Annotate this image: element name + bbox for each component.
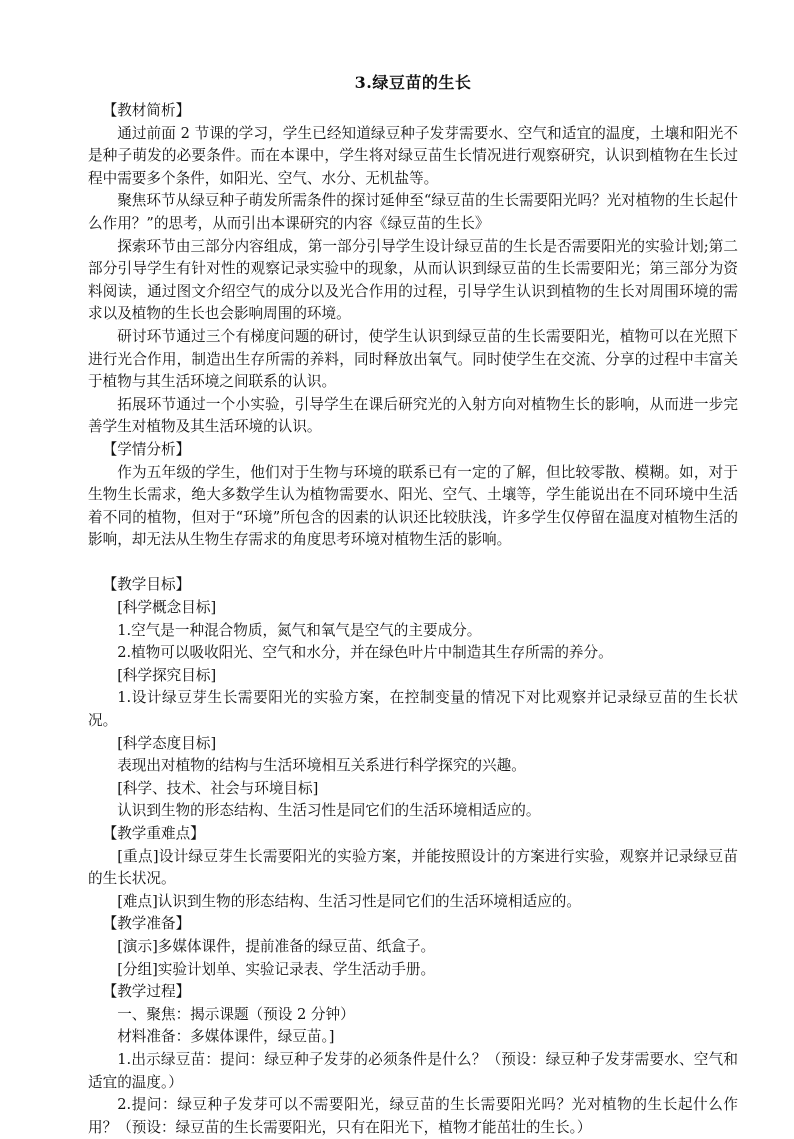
document-title: 3.绿豆苗的生长 bbox=[354, 73, 472, 92]
paragraph: 材料准备：多媒体课件，绿豆苗。] bbox=[117, 1028, 335, 1046]
section-heading-student-analysis: 【学情分析】 bbox=[102, 440, 191, 458]
paragraph: 通过前面 2 节课的学习，学生已经知道绿豆种子发芽需要水、空气和适宜的温度，土壤和阳光不是种子萌发的必要条件。而在本课中，学生将对绿豆苗生长情况进行观察研究，认识到植物在生长过程中需要多个条件，如阳光、空气、水分、无机盐等。 bbox=[88, 124, 738, 187]
section-heading-key-points: 【教学重难点】 bbox=[102, 825, 205, 842]
paragraph: 研讨环节通过三个有梯度问题的研讨，使学生认识到绿豆苗的生长需要阳光，植物可以在光照下进行光合作用，制造出生存所需的养料，同时释放出氧气。同时使学生在交流、分享的过程中丰富关于植物与其生活环境之间联系的认识。 bbox=[88, 327, 738, 391]
paragraph: 1.出示绿豆苗：提问：绿豆种子发芽的必须条件是什么？（预设：绿豆种子发芽需要水、空气和适宜的温度。） bbox=[88, 1050, 738, 1091]
paragraph: 拓展环节通过一个小实验，引导学生在课后研究光的入射方向对植物生长的影响，从而进一步完善学生对植物及其生活环境的认识。 bbox=[88, 395, 738, 436]
paragraph: [难点]认识到生物的形态结构、生活习性是同它们的生活环境相适应的。 bbox=[117, 892, 581, 910]
paragraph: 2.提问：绿豆种子发芽可以不需要阳光，绿豆苗的生长需要阳光吗？光对植物的生长起什么作用？（预设：绿豆苗的生长需要阳光，只有在阳光下，植物才能茁壮的生长。） bbox=[88, 1096, 738, 1136]
goal-item: 2.植物可以吸收阳光、空气和水分，并在绿色叶片中制造其生存所需的养分。 bbox=[117, 644, 613, 662]
goal-category: [科学概念目标] bbox=[117, 599, 217, 617]
paragraph: 探索环节由三部分内容组成，第一部分引导学生设计绿豆苗的生长是否需要阳光的实验计划;第二部分引导学生有针对性的观察记录实验中的现象，从而认识到绿豆苗的生长需要阳光；第三部分为资料阅读，通过图文介绍空气的成分以及光合作用的过程，引导学生认识到植物的生长对周围环境的需求以及植物的生长也会影响周围的环境。 bbox=[88, 237, 738, 323]
blank-line bbox=[88, 552, 738, 575]
paragraph: 聚焦环节从绿豆种子萌发所需条件的探讨延伸至“绿豆苗的生长需要阳光吗？光对植物的生长起什么作用？”的思考，从而引出本课研究的内容《绿豆苗的生长》 bbox=[88, 192, 738, 232]
section-heading-teaching-goals: 【教学目标】 bbox=[102, 576, 191, 594]
goal-item: 认识到生物的形态结构、生活习性是同它们的生活环境相适应的。 bbox=[117, 802, 541, 820]
goal-item: 1.空气是一种混合物质，氮气和氧气是空气的主要成分。 bbox=[117, 621, 482, 639]
goal-category: [科学探究目标] bbox=[117, 666, 217, 684]
section-heading-preparation: 【教学准备】 bbox=[102, 915, 191, 933]
paragraph: [分组]实验计划单、实验记录表、学生活动手册。 bbox=[117, 960, 436, 978]
goal-category: [科学、技术、社会与环境目标] bbox=[117, 779, 319, 797]
goal-category: [科学态度目标] bbox=[117, 734, 217, 752]
document-page bbox=[88, 70, 738, 1139]
section-heading-textbook-analysis: 【教材简析】 bbox=[102, 102, 191, 119]
goal-item: 1.设计绿豆芽生长需要阳光的实验方案，在控制变量的情况下对比观察并记录绿豆苗的生长状况。 bbox=[88, 689, 738, 730]
section-heading-teaching-process: 【教学过程】 bbox=[102, 983, 191, 1001]
paragraph: 一、聚焦：揭示课题（预设 2 分钟） bbox=[117, 1005, 355, 1023]
paragraph: 作为五年级的学生，他们对于生物与环境的联系已有一定的了解，但比较零散、模糊。如，对于生物生长需求，绝大多数学生认为植物需要水、阳光、空气、土壤等，学生能说出在不同环境中生活着不同的植物，但对于“环境”所包含的因素的认识还比较肤浅，许多学生仅停留在温度对植物生活的影响，却无法从生物生存需求的角度思考环境对植物生活的影响。 bbox=[88, 463, 738, 549]
paragraph: [重点]设计绿豆芽生长需要阳光的实验方案，并能按照设计的方案进行实验，观察并记录绿豆苗的生长状况。 bbox=[88, 847, 738, 888]
goal-item: 表现出对植物的结构与生活环境相互关系进行科学探究的兴趣。 bbox=[117, 757, 526, 775]
paragraph: [演示]多媒体课件，提前准备的绿豆苗、纸盒子。 bbox=[117, 937, 436, 955]
